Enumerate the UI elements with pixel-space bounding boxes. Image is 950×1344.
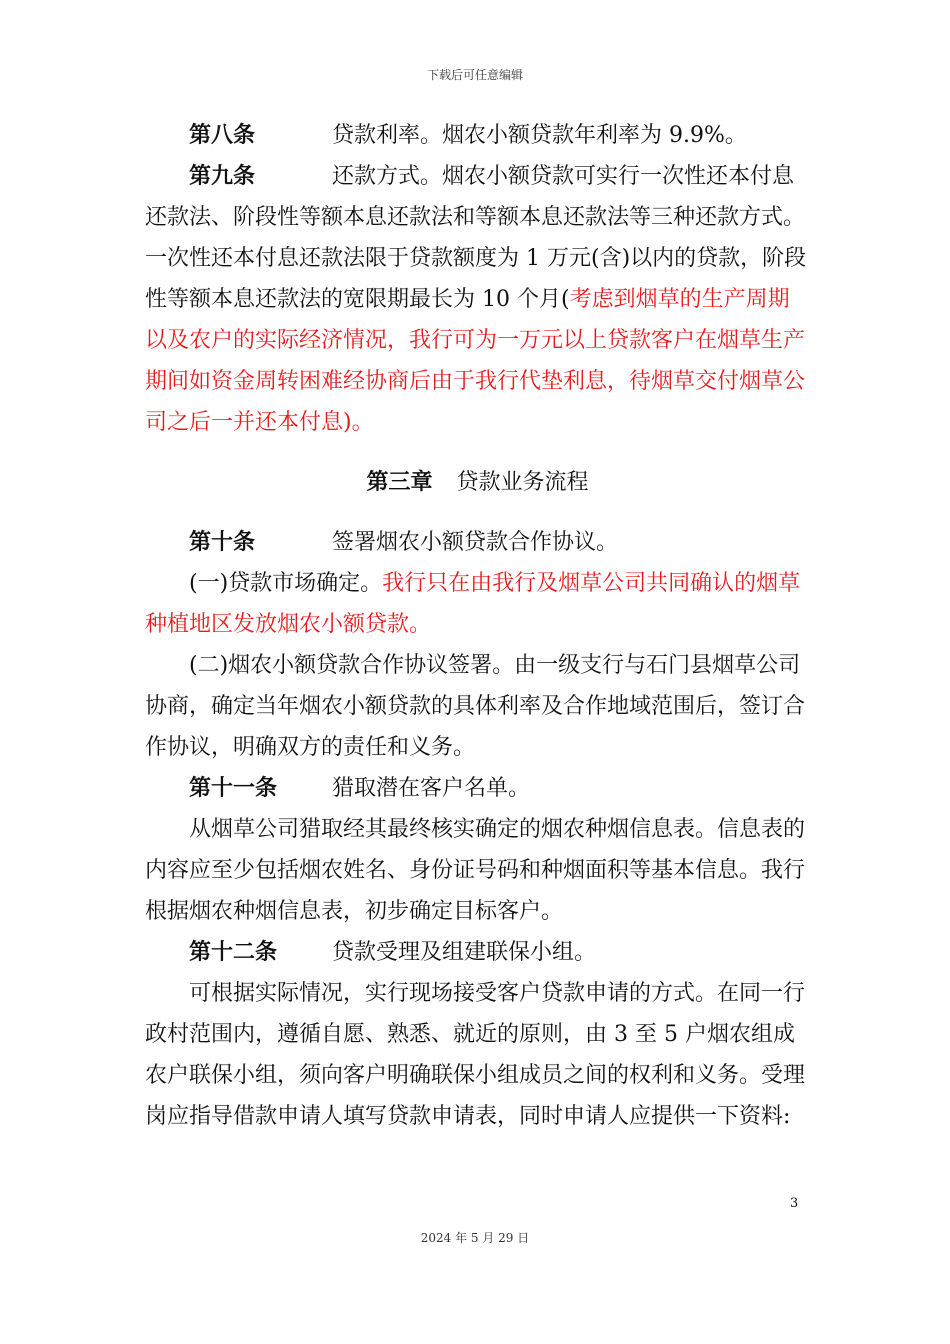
article-9 [145,156,810,443]
article-12-paragraph: 可根据实际情况，实行现场接受客户贷款申请的方式。在同一行政村范围内，遵循自愿、熟悉、就近的原则，由 3 至 5 户烟农组成农户联保小组，须向客户明确联保小组成员之间的权利和义务。受理岗应指导借款申请人填写贷款申请表，同时申请人应提供一下资料: [145,981,806,1129]
article-10-item-1 [145,563,810,645]
article-12 [145,932,810,973]
article-8 [145,115,810,156]
article-10-item-1-text: (一)贷款市场确定。 [189,571,383,596]
article-10-item-2: (二)烟农小额贷款合作协议签署。由一级支行与石门县烟草公司协商，确定当年烟农小额贷款的具体利率及合作地域范围后，签订合作协议，明确双方的责任和义务。 [145,653,806,760]
chapter-heading [145,462,810,503]
article-10 [145,522,810,563]
chapter-number: 第三章 [366,469,433,495]
footer-date: 2024 年 5 月 29 日 [420,1231,530,1245]
chapter-title: 贷款业务流程 [456,470,589,495]
article-9-text: 还款方式。烟农小额贷款可实行一次性还本付息还款法、阶段性等额本息还款法和等额本息还款法等三种还款方式。一次性还本付息还款法限于贷款额度为 1 万元(含)以内的贷款，阶段性等额本息还款法的宽限期最长为 10 个月( [145,164,807,312]
article-8-title: 第八条 [189,122,256,148]
article-9-title: 第九条 [189,163,256,189]
article-12-text: 贷款受理及组建联保小组。 [332,940,597,965]
article-9-red-text: 考虑到烟草的生产周期以及农户的实际经济情况，我行可为一万元以上贷款客户在烟草生产期间如资金周转困难经协商后由于我行代垫利息，待烟草交付烟草公司之后一并还本付息)。 [145,287,806,435]
document-body [145,115,810,1137]
article-11-paragraph: 从烟草公司猎取经其最终核实确定的烟农种烟信息表。信息表的内容应至少包括烟农姓名、身份证号码和种烟面积等基本信息。我行根据烟农种烟信息表，初步确定目标客户。 [145,817,806,924]
article-10-text: 签署烟农小额贷款合作协议。 [332,530,619,555]
article-10-title: 第十条 [189,529,256,555]
article-12-title: 第十二条 [189,939,278,965]
article-8-text: 贷款利率。烟农小额贷款年利率为 9.9%。 [332,123,747,148]
article-10-item-1-red-text: 我行只在由我行及烟草公司共同确认的烟草种植地区发放烟农小额贷款。 [145,571,801,637]
article-11 [145,768,810,809]
article-11-text: 猎取潜在客户名单。 [332,776,531,801]
article-11-title: 第十一条 [189,775,278,801]
page-number: 3 [790,1196,799,1211]
page-header: 下载后可任意编辑 [426,68,523,82]
